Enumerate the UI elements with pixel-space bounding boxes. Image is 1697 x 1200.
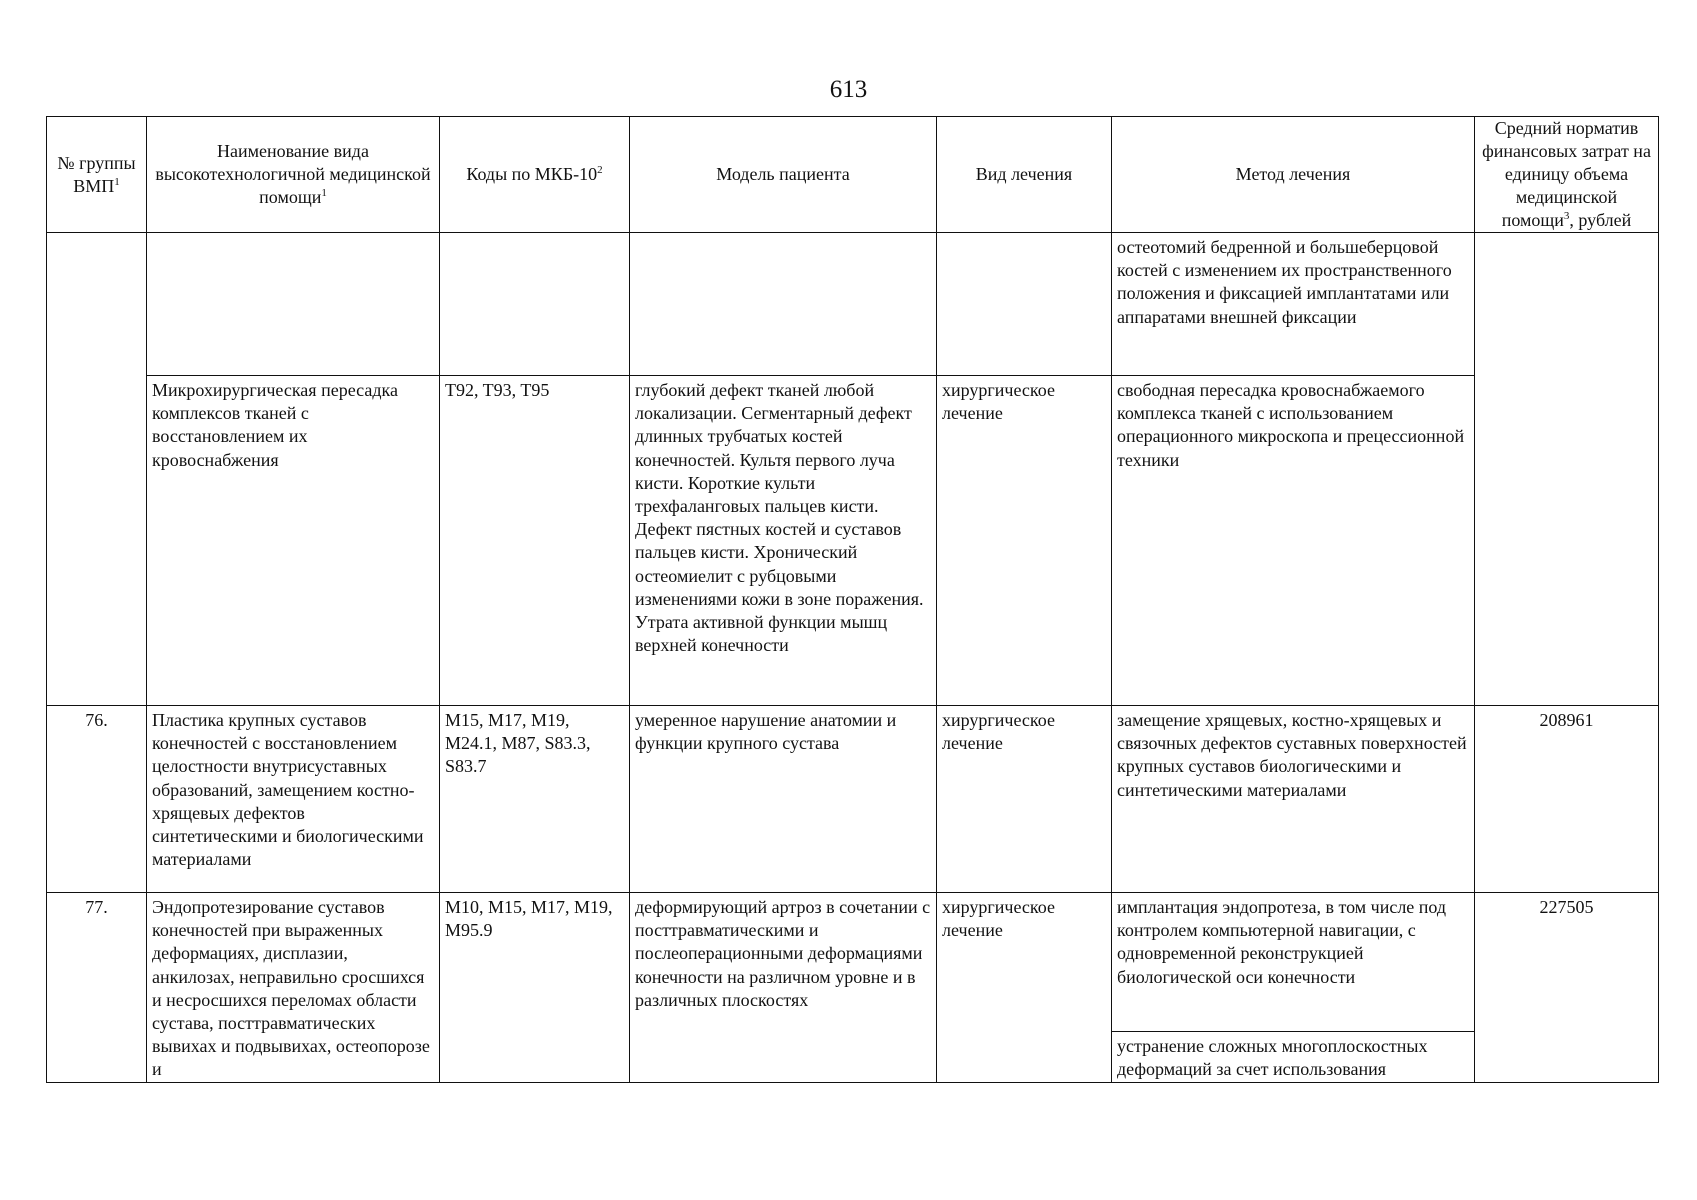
header-treatment-type: Вид лечения (937, 117, 1112, 233)
cell-group-no: 77. (47, 893, 147, 1083)
table-row (47, 376, 1659, 706)
cell-cost: 208961 (1475, 706, 1659, 893)
page-number: 613 (829, 76, 868, 103)
cell-codes: M10, M15, M17, M19, M95.9 (440, 893, 630, 1083)
cell-treatment-type: хирургическое лечение (937, 893, 1112, 1083)
cell-method-continued: устранение сложных многоплоскостных деформаций за счет использования (1112, 1031, 1475, 1082)
header-group-no: № группы ВМП$^1$ (47, 117, 147, 233)
header-method: Метод лечения (1112, 117, 1475, 233)
cell-group-no (47, 233, 147, 706)
vmp-table (46, 116, 1659, 1083)
header-codes: Коды по МКБ-$10^2$ (440, 117, 630, 233)
cell-codes: T92, T93, T95 (440, 376, 630, 706)
cell-cost: 227505 (1475, 893, 1659, 1083)
cell-name: Пластика крупных суставов конечностей с восстановлением целостности внутрисуставных образований, замещением костно-хрящевых дефектов синтетическими и биологическими материалами (147, 706, 440, 893)
header-name: Наименование вида высокотехнологичной медицинской помощи$^1$ (147, 117, 440, 233)
cell-model: деформирующий артроз в сочетании с посттравматическими и послеоперационными деформациями конечности на различном уровне и в различных плоскостях (630, 893, 937, 1083)
cell-treatment-type (937, 233, 1112, 376)
cell-codes: M15, M17, M19, M24.1, M87, S83.3, S83.7 (440, 706, 630, 893)
cell-model: умеренное нарушение анатомии и функции крупного сустава (630, 706, 937, 893)
cell-treatment-type: хирургическое лечение (937, 706, 1112, 893)
header-cost: Средний норматив финансовых затрат на единицу объема медицинской помощи$^3$, рублей (1475, 117, 1659, 233)
table-row (47, 706, 1659, 893)
cell-name: Микрохирургическая пересадка комплексов тканей с восстановлением их кровоснабжения (147, 376, 440, 706)
table-header-row (47, 117, 1659, 233)
cell-cost (1475, 233, 1659, 706)
cell-method: замещение хрящевых, костно-хрящевых и связочных дефектов суставных поверхностей крупных суставов биологическими и синтетическими материалами (1112, 706, 1475, 893)
cell-group-no: 76. (47, 706, 147, 893)
table-row (47, 893, 1659, 1032)
cell-model (630, 233, 937, 376)
cell-method: остеотомий бедренной и большеберцовой костей с изменением их пространственного положения и фиксацией имплантатами или аппаратами внешней фиксации (1112, 233, 1475, 376)
header-model: Модель пациента (630, 117, 937, 233)
cell-method: свободная пересадка кровоснабжаемого комплекса тканей с использованием операционного микроскопа и прецессионной техники (1112, 376, 1475, 706)
cell-name: Эндопротезирование суставов конечностей при выраженных деформациях, дисплазии, анкилозах, неправильно сросшихся и несросшихся переломах области сустава, посттравматических вывихах и подвывихах, остеопорозе и (147, 893, 440, 1083)
cell-name (147, 233, 440, 376)
cell-method: имплантация эндопротеза, в том числе под контролем компьютерной навигации, с одновременной реконструкцией биологической оси конечности (1112, 893, 1475, 1032)
table-row (47, 233, 1659, 376)
cell-treatment-type: хирургическое лечение (937, 376, 1112, 706)
cell-codes (440, 233, 630, 376)
cell-model: глубокий дефект тканей любой локализации. Сегментарный дефект длинных трубчатых костей конечностей. Культя первого луча кисти. Короткие культи трехфаланговых пальцев кисти. Дефект пястных костей и суставов пальцев кисти. Хронический остеомиелит с рубцовыми изменениями кожи в зоне поражения. Утрата активной функции мышц верхней конечности (630, 376, 937, 706)
